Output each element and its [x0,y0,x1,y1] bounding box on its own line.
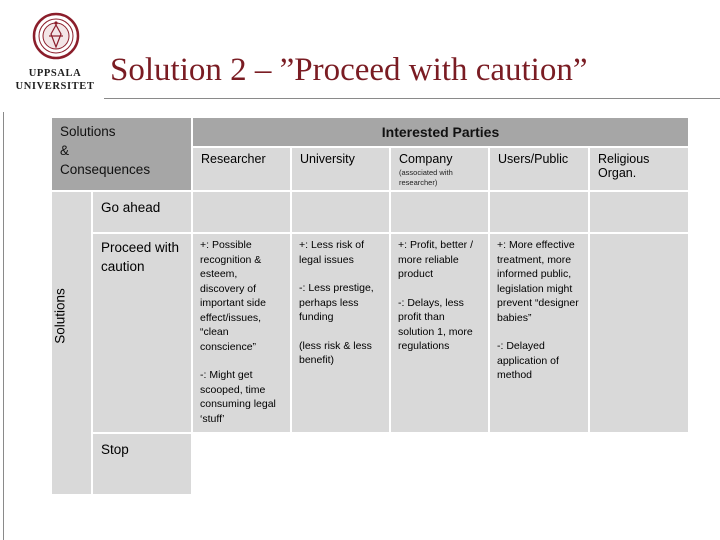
university-seal-icon [32,12,80,60]
cell-note-text: (less risk & less benefit) [299,339,372,366]
column-header-university [292,148,389,190]
column-header-label: Researcher [201,152,266,166]
cell-con-text: -: Delayed application of method [497,340,559,381]
column-header-company [391,148,488,190]
solutions-side-label: Solutions [52,288,68,344]
table-cell [292,192,389,232]
table-cell [193,192,290,232]
column-header-users-public [490,148,588,190]
table-cell [391,192,488,232]
row-label-text: Go ahead [101,200,161,215]
cell-pro-text: +: Profit, better / more reliable product [398,239,473,280]
row-label-text: Stop [101,442,129,457]
title-divider [104,98,720,99]
row-label-proceed-with-caution [93,234,191,432]
column-header-label: Company [399,152,453,166]
cell-con-text: -: Less prestige, perhaps less funding [299,282,374,323]
logo-line-1: UPPSALA [28,68,82,79]
table-cell-users-public [490,234,588,432]
row-label-text: Proceed with caution [101,240,180,274]
cell-con-text: -: Delays, less profit than solution 1, more regulations [398,296,473,352]
parties-header [193,118,688,146]
table-cell [490,192,588,232]
table-cell [590,192,688,232]
cell-pro-text: +: Possible recognition & esteem, discovery of important side effect/issues, “clean conscience” [200,239,266,353]
cell-pro-text: +: Less risk of legal issues [299,239,365,266]
row-label-stop [93,434,191,494]
cell-pro-text: +: More effective treatment, more informed public, legislation might prevent “designer babies” [497,239,579,324]
logo-line-2: UNIVERSITET [15,81,95,92]
row-label-go-ahead [93,192,191,232]
column-header-sublabel: (associated with researcher) [399,168,453,187]
table-corner-label: Solutions & Consequences [52,118,191,190]
column-header-label: Users/Public [498,152,569,166]
slide-title: Solution 2 – ”Proceed with caution” [110,52,588,88]
left-divider [3,112,4,540]
table-cell-company [391,234,488,432]
table-cell-religious-organ [590,234,688,432]
parties-header-label: Interested Parties [381,124,500,140]
column-header-label: University [300,152,355,166]
column-header-label: Religious Organ. [598,152,650,180]
column-header-religious-organ [590,148,688,190]
uppsala-logo [8,10,102,102]
table-cell-university [292,234,389,432]
table-cell-researcher [193,234,290,432]
cell-con-text: -: Might get scooped, time consuming legal ‘stuff’ [200,369,276,425]
column-header-researcher [193,148,290,190]
